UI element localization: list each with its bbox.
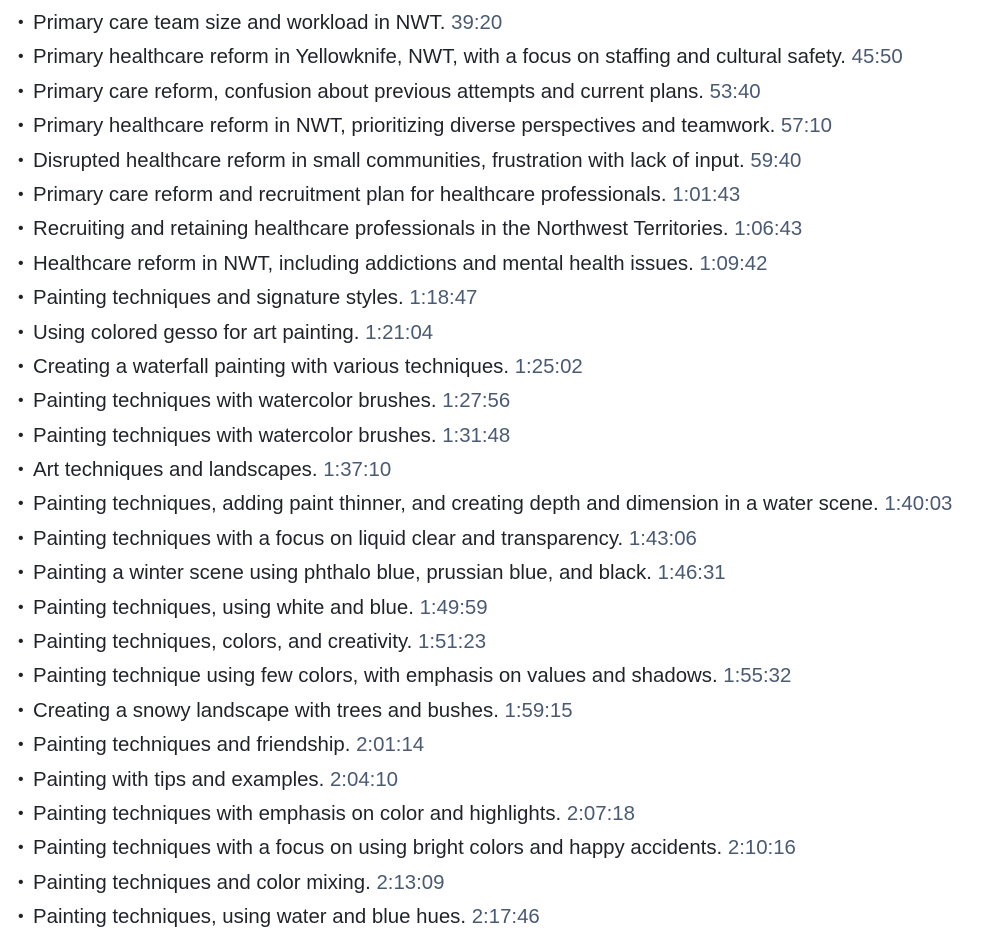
timestamp-link[interactable]: 1:43:06	[628, 527, 697, 550]
list-item	[18, 75, 1000, 109]
timestamp-link[interactable]: 1:09:42	[699, 252, 768, 275]
list-item	[18, 109, 1000, 143]
timestamp-link[interactable]: 1:18:47	[409, 287, 478, 310]
chapter-summary: Painting techniques and signature styles.	[33, 287, 404, 310]
list-item	[18, 728, 1000, 762]
timestamp-link[interactable]: 39:20	[451, 12, 503, 34]
timestamp-link[interactable]: 2:10:16	[727, 837, 796, 860]
chapter-summary: Creating a snowy landscape with trees and bushes.	[33, 699, 499, 722]
timestamp-link[interactable]: 2:17:46	[471, 906, 540, 929]
chapter-summary: Art techniques and landscapes.	[33, 459, 318, 482]
chapter-summary: Primary care reform, confusion about previous attempts and current plans.	[33, 80, 704, 103]
timestamp-link[interactable]: 1:01:43	[672, 183, 741, 206]
chapter-summary: Painting technique using few colors, with emphasis on values and shadows.	[33, 665, 718, 688]
chapter-summary: Using colored gesso for art painting.	[33, 321, 360, 344]
list-item	[18, 281, 1000, 315]
chapter-summary: Painting techniques with emphasis on color and highlights.	[33, 802, 562, 825]
chapter-summary: Painting techniques, adding paint thinner, and creating depth and dimension in a water scene.	[33, 493, 879, 516]
list-item	[18, 797, 1000, 831]
list-item	[18, 487, 1000, 521]
list-item	[18, 419, 1000, 453]
chapter-summary: Painting techniques, colors, and creativity.	[33, 631, 413, 654]
chapter-summary: Painting techniques and color mixing.	[33, 871, 371, 894]
list-item	[18, 350, 1000, 384]
list-item	[18, 247, 1000, 281]
timestamp-link[interactable]: 2:04:10	[329, 768, 399, 791]
list-item	[18, 384, 1000, 418]
chapter-summary: Painting techniques with watercolor brushes.	[33, 424, 437, 447]
chapter-summary: Healthcare reform in NWT, including addictions and mental health issues.	[33, 252, 694, 275]
timestamp-link[interactable]: 57:10	[780, 115, 832, 138]
timestamp-link[interactable]: 1:51:23	[418, 631, 487, 654]
list-item	[18, 522, 1000, 556]
timestamp-link[interactable]: 1:37:10	[323, 459, 392, 482]
chapter-summary: Painting techniques, using water and blue hues.	[33, 906, 467, 929]
timestamp-link[interactable]: 45:50	[851, 46, 903, 69]
list-item	[18, 212, 1000, 246]
list-item	[18, 40, 1000, 74]
list-item	[18, 556, 1000, 590]
list-item	[18, 659, 1000, 693]
timestamp-link[interactable]: 2:13:09	[376, 871, 445, 894]
list-item	[18, 694, 1000, 728]
timestamp-link[interactable]: 2:07:18	[566, 802, 635, 825]
list-item	[18, 763, 1000, 797]
chapter-summary: Painting techniques, using white and blue.	[33, 596, 414, 619]
chapter-summary: Primary care team size and workload in NWT.	[33, 12, 446, 34]
timestamp-link[interactable]: 1:59:15	[504, 699, 573, 722]
chapter-summary: Painting techniques with a focus on liquid clear and transparency.	[33, 527, 624, 550]
chapter-summary: Painting a winter scene using phthalo blue, prussian blue, and black.	[33, 562, 652, 585]
chapter-summary: Painting with tips and examples.	[33, 768, 325, 791]
timestamp-link[interactable]: 1:27:56	[442, 390, 511, 413]
timestamp-link[interactable]: 1:06:43	[734, 218, 803, 241]
chapter-summary: Recruiting and retaining healthcare professionals in the Northwest Territories.	[33, 218, 729, 241]
list-item	[18, 178, 1000, 212]
timestamp-link[interactable]: 1:55:32	[723, 665, 792, 688]
timestamp-link[interactable]: 1:21:04	[365, 321, 434, 344]
list-item	[18, 866, 1000, 900]
chapter-summary: Painting techniques and friendship.	[33, 734, 351, 757]
chapter-summary: Creating a waterfall painting with various techniques.	[33, 355, 510, 378]
list-item	[18, 831, 1000, 865]
timestamp-link[interactable]: 59:40	[750, 149, 802, 172]
timestamp-link[interactable]: 53:40	[709, 80, 761, 103]
list-item	[18, 144, 1000, 178]
chapter-summary: Primary healthcare reform in NWT, prioritizing diverse perspectives and teamwork.	[33, 115, 776, 138]
list-item	[18, 625, 1000, 659]
chapter-summary: Painting techniques with a focus on using bright colors and happy accidents.	[33, 837, 723, 860]
list-item	[18, 316, 1000, 350]
list-item	[18, 591, 1000, 625]
chapter-summary: Painting techniques with watercolor brushes.	[33, 390, 437, 413]
list-item	[18, 900, 1000, 934]
chapter-summary: Disrupted healthcare reform in small communities, frustration with lack of input.	[33, 149, 745, 172]
chapter-summary: Primary healthcare reform in Yellowknife, NWT, with a focus on staffing and cultural safety.	[33, 46, 846, 69]
timestamp-link[interactable]: 1:25:02	[514, 355, 583, 378]
list-item	[18, 453, 1000, 487]
list-item	[18, 6, 1000, 40]
timestamp-link[interactable]: 1:31:48	[442, 424, 511, 447]
timestamp-link[interactable]: 1:40:03	[884, 493, 953, 516]
timestamp-link[interactable]: 1:46:31	[657, 562, 726, 585]
timestamp-link[interactable]: 2:01:14	[356, 734, 425, 757]
chapter-summary: Primary care reform and recruitment plan for healthcare professionals.	[33, 183, 667, 206]
timestamp-link[interactable]: 1:49:59	[419, 596, 488, 619]
